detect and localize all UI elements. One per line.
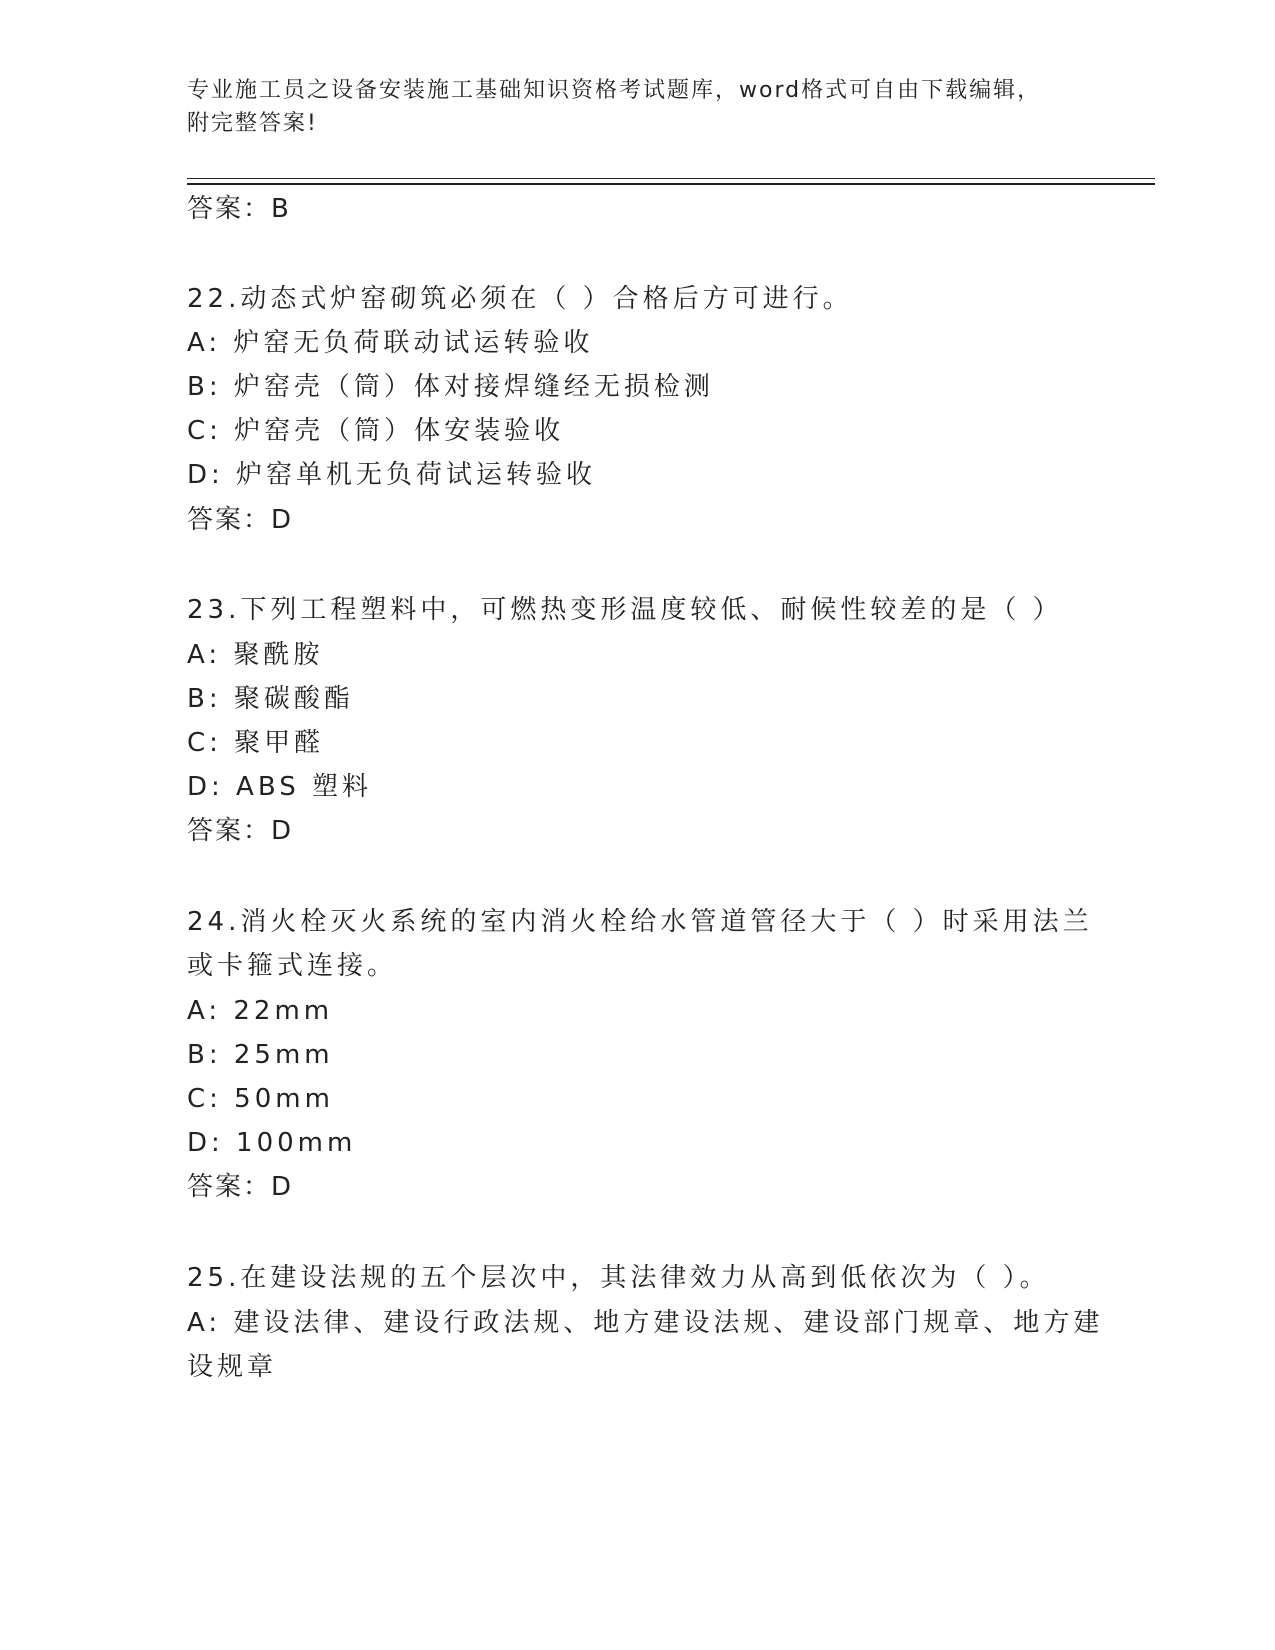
question-stem-cont: 或卡箍式连接。 bbox=[187, 951, 398, 981]
option-a: A: 聚酰胺 bbox=[187, 640, 324, 670]
option-b: B: 25mm bbox=[187, 1040, 334, 1070]
question-stem: 24.消火栓灭火系统的室内消火栓给水管道管径大于（ ）时采用法兰 bbox=[187, 907, 1093, 937]
option-d: D: 炉窑单机无负荷试运转验收 bbox=[187, 460, 597, 490]
option-c: C: 聚甲醛 bbox=[187, 728, 325, 758]
header-line-2: 附完整答案! bbox=[187, 111, 318, 136]
option-a-cont: 设规章 bbox=[187, 1352, 278, 1382]
answer-text: 答案：B bbox=[187, 194, 291, 224]
option-a: A: 炉窑无负荷联动试运转验收 bbox=[187, 328, 594, 358]
option-b: B: 炉窑壳（筒）体对接焊缝经无损检测 bbox=[187, 372, 714, 402]
option-b: B: 聚碳酸酯 bbox=[187, 684, 354, 714]
question-stem: 22.动态式炉窑砌筑必须在（ ）合格后方可进行。 bbox=[187, 284, 853, 314]
answer-text: 答案：D bbox=[187, 505, 294, 535]
answer-text: 答案：D bbox=[187, 816, 294, 846]
option-d: D: 100mm bbox=[187, 1128, 357, 1158]
header-divider-thin bbox=[187, 178, 1155, 179]
question-stem: 25.在建设法规的五个层次中，其法律效力从高到低依次为（ ）。 bbox=[187, 1263, 1050, 1293]
option-d: D: ABS 塑料 bbox=[187, 772, 372, 802]
option-c: C: 炉窑壳（筒）体安装验收 bbox=[187, 416, 565, 446]
document-header bbox=[187, 74, 1087, 140]
header-line-1: 专业施工员之设备安装施工基础知识资格考试题库，word格式可自由下载编辑， bbox=[187, 78, 1042, 103]
option-c: C: 50mm bbox=[187, 1084, 334, 1114]
answer-text: 答案：D bbox=[187, 1172, 294, 1202]
question-stem: 23.下列工程塑料中，可燃热变形温度较低、耐候性较差的是（ ） bbox=[187, 595, 1063, 625]
header-divider-thick bbox=[187, 183, 1155, 185]
option-a: A: 22mm bbox=[187, 996, 334, 1026]
option-a: A: 建设法律、建设行政法规、地方建设法规、建设部门规章、地方建 bbox=[187, 1308, 1104, 1338]
